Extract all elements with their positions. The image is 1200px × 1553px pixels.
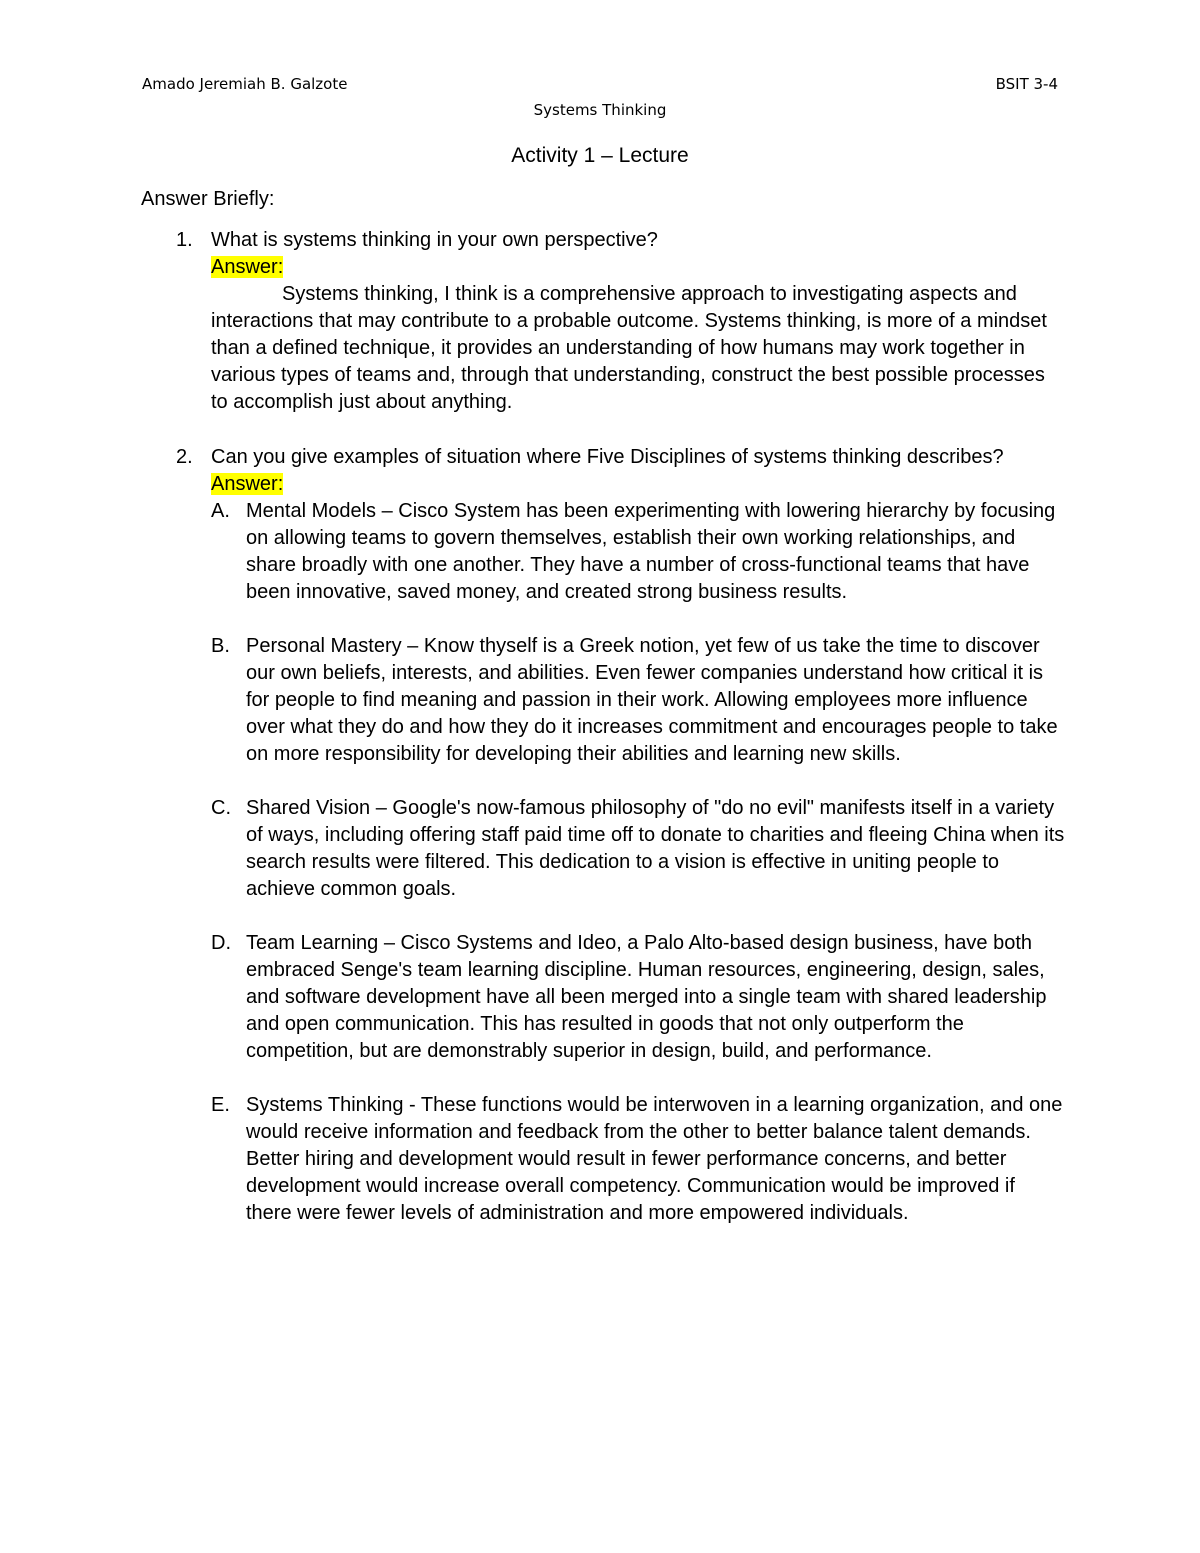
question-content [211, 227, 1066, 416]
item-text: Personal Mastery – Know thyself is a Greek notion, yet few of us take the time to discover our own beliefs, interests, and abilities. Even fewer companies understand how critical it is for people to find meaning and passion in their work. Allowing employees more influence over what they do and how they do it increases commitment and encourages people to take on more responsibility for developing their abilities and learning new skills. [246, 635, 1058, 765]
question-number: 1. [176, 229, 193, 251]
activity-title: Activity 1 – Lecture [511, 144, 689, 167]
question-text: Can you give examples of situation where Five Disciplines of systems thinking describes? [211, 446, 1004, 468]
item-letter: C. [211, 797, 231, 819]
question-1 [176, 227, 1066, 416]
answer-label: Answer: [211, 473, 284, 495]
author-name: Amado Jeremiah B. Galzote [142, 75, 348, 93]
instruction-text: Answer Briefly: [141, 188, 275, 210]
question-number: 2. [176, 446, 193, 468]
discipline-item-e [211, 1092, 1066, 1227]
answer-text: Systems thinking, I think is a comprehensive approach to investigating aspects and interactions that may contribute to a probable outcome. Systems thinking, is more of a mindset than a defined technique, it provides an understanding of how humans may work together in various types of teams and, through that understanding, construct the best possible processes to accomplish just about anything. [211, 283, 1047, 413]
question-2 [176, 444, 1066, 1227]
item-letter: A. [211, 500, 230, 522]
item-text: Systems Thinking - These functions would be interwoven in a learning organization, and one would receive information and feedback from the other to better balance talent demands. Better hiring and development would result in fewer performance concerns, and better development would increase overall competency. Communication would be improved if there were fewer levels of administration and more empowered individuals. [246, 1094, 1063, 1224]
discipline-item-b [211, 633, 1066, 768]
discipline-item-c [211, 795, 1066, 903]
section-label: BSIT 3-4 [995, 75, 1058, 93]
item-letter: E. [211, 1094, 230, 1116]
discipline-item-d [211, 930, 1066, 1065]
answer-label: Answer: [211, 256, 284, 278]
item-letter: B. [211, 635, 230, 657]
item-text: Team Learning – Cisco Systems and Ideo, a Palo Alto-based design business, have both embraced Senge's team learning discipline. Human resources, engineering, design, sales, and software development have all been merged into a single team with shared leadership and open communication. This has resulted in goods that not only outperform the competition, but are demonstrably superior in design, build, and performance. [246, 932, 1047, 1062]
item-letter: D. [211, 932, 231, 954]
course-name: Systems Thinking [533, 101, 667, 119]
answer-text-block [211, 281, 1066, 416]
item-text: Shared Vision – Google's now-famous philosophy of "do no evil" manifests itself in a variety of ways, including offering staff paid time off to donate to charities and fleeing China when its search results were filtered. This dedication to a vision is effective in uniting people to achieve common goals. [246, 797, 1065, 900]
discipline-item-a [211, 498, 1066, 606]
question-content [211, 444, 1066, 1227]
question-text: What is systems thinking in your own perspective? [211, 229, 658, 251]
item-text: Mental Models – Cisco System has been experimenting with lowering hierarchy by focusing on allowing teams to govern themselves, establish their own working relationships, and share broadly with one another. They have a number of cross-functional teams that have been innovative, saved money, and created strong business results. [246, 500, 1056, 603]
